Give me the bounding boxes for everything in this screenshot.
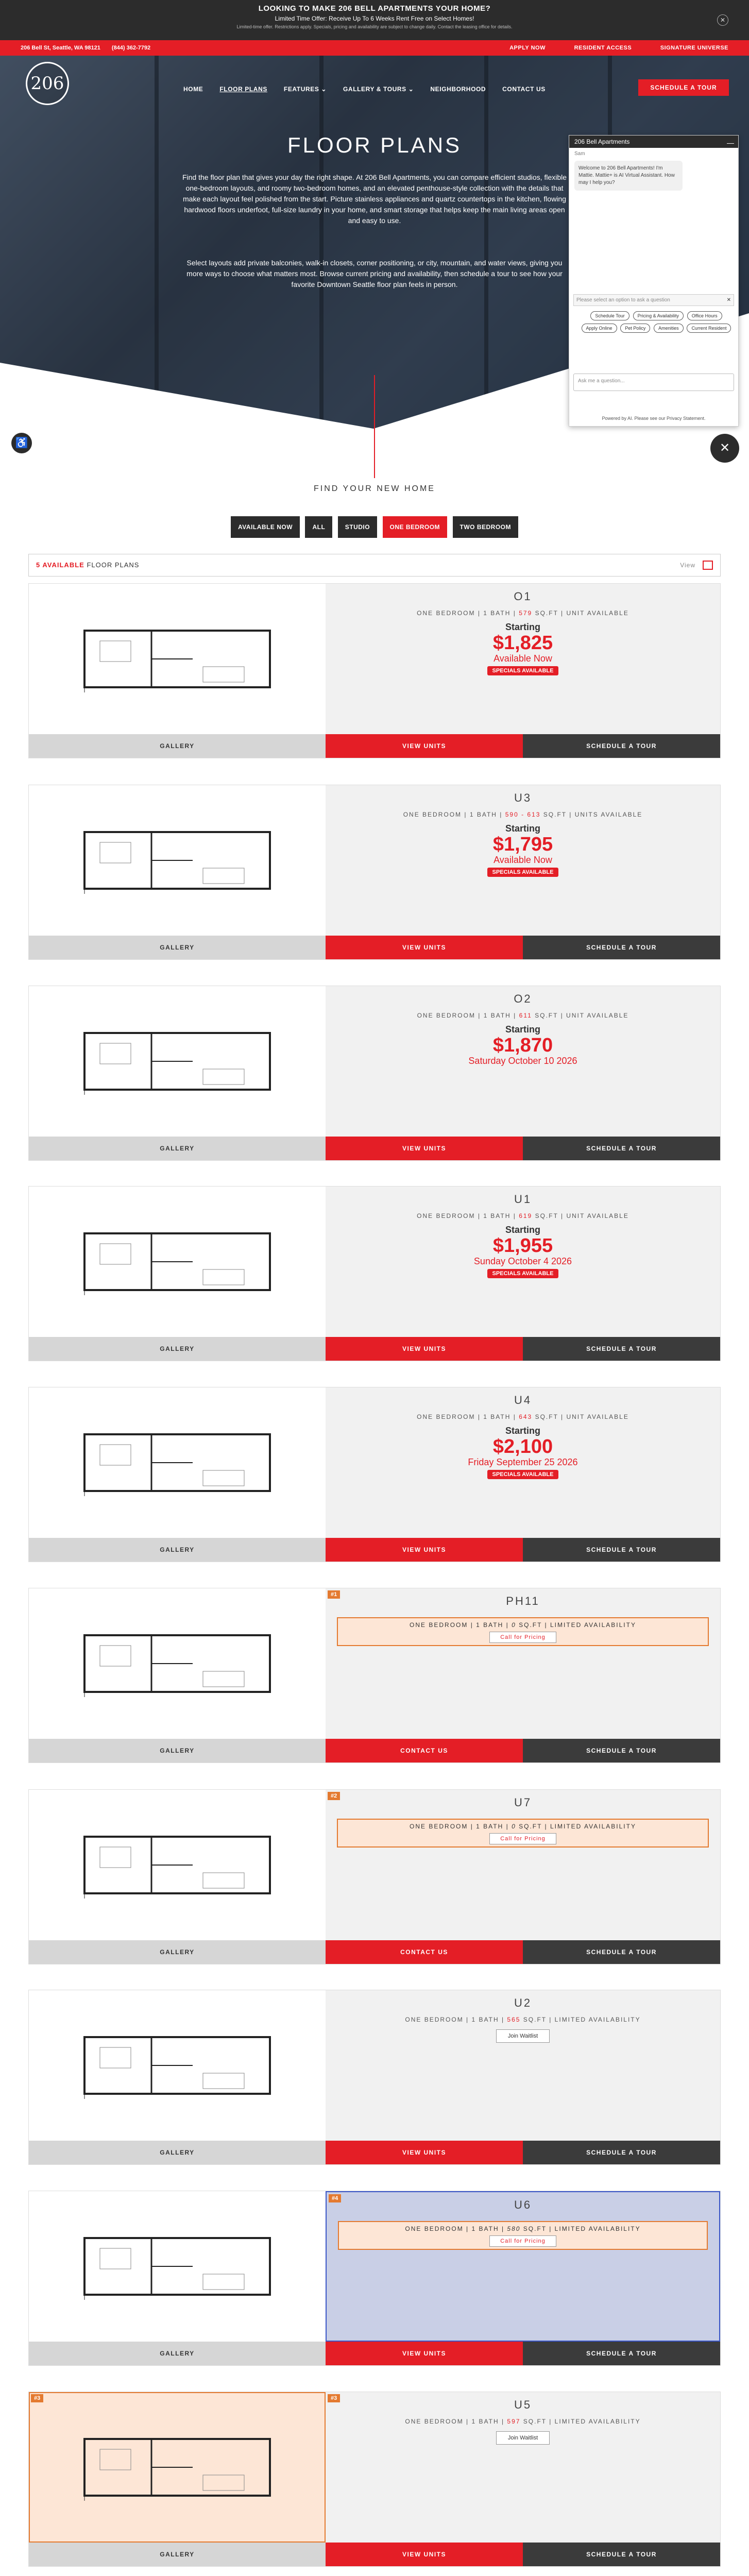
floor-plan-image[interactable] [79, 1023, 275, 1100]
plan-info [326, 785, 720, 936]
unit-meta: ONE BEDROOM | 1 BATH | 590 - 613 SQ.FT | UNITS AVAILABLE [403, 811, 643, 818]
gallery-button[interactable]: GALLERY [29, 2543, 326, 2566]
promo-fine-print: Limited-time offer. Restrictions apply. Specials, pricing and availability are subject to change daily. Contact the leasing office for details. [236, 24, 513, 29]
filter-one-bedroom[interactable]: ONE BEDROOM [383, 516, 448, 538]
floor-plan-card [28, 1990, 721, 2165]
gallery-button[interactable]: GALLERY [29, 1538, 326, 1562]
unit-price: $1,825 [492, 632, 553, 654]
unit-name: U6 [514, 2198, 532, 2211]
unit-meta: ONE BEDROOM | 1 BATH | 580 SQ.FT | LIMITED AVAILABILITY [405, 2225, 641, 2232]
close-icon[interactable]: ✕ [726, 297, 731, 303]
join-waitlist-button[interactable]: Join Waitlist [496, 2029, 550, 2043]
unit-name: U1 [514, 1193, 532, 1206]
gallery-button[interactable]: GALLERY [29, 734, 326, 758]
promo-line: Limited Time Offer: Receive Up To 6 Weeks Rent Free on Select Homes! [275, 15, 474, 22]
unit-availability: Available Now [493, 855, 552, 865]
plan-info [326, 2191, 720, 2342]
view-units-button[interactable]: VIEW UNITS [326, 2342, 523, 2365]
schedule-tour-button[interactable]: SCHEDULE A TOUR [523, 2543, 720, 2566]
filter-two-bedroom[interactable]: TWO BEDROOM [453, 516, 519, 538]
unit-name: U4 [514, 1394, 532, 1406]
floor-plan-card [28, 1186, 721, 1361]
unit-name: O2 [514, 992, 532, 1005]
hero-paragraph-1: Find the floor plan that gives your day the right shape. At 206 Bell Apartments, you can compare efficient studios, flexible one-bedroom layouts, and roomy two-bedroom homes, and an elevated penthouse-style collection with the details that make each layout feel polished from the start. Picture stainless appliances and quartz countertops in the kitchen, flowing hardwood floors underfoot, full-size laundry in your home, and smart storage that helps keep the main living areas open and easy to use. [182, 173, 567, 225]
view-units-button[interactable]: VIEW UNITS [326, 1538, 523, 1562]
floor-plan-card [28, 785, 721, 960]
floor-plan-card [28, 986, 721, 1161]
rank-badge: #2 [328, 1792, 340, 1800]
resident-access-link[interactable]: RESIDENT ACCESS [574, 45, 632, 51]
nav-neighborhood[interactable]: NEIGHBORHOOD [430, 86, 486, 93]
unit-meta: ONE BEDROOM | 1 BATH | 0 SQ.FT | LIMITED AVAILABILITY [410, 1823, 636, 1830]
floor-plan-image[interactable] [79, 2429, 275, 2506]
plan-image-area [29, 1790, 326, 1940]
starting-label: Starting [505, 823, 540, 834]
floor-plan-image[interactable] [79, 2027, 275, 2104]
rank-badge: #3 [31, 2394, 43, 2402]
view-units-button[interactable]: VIEW UNITS [326, 1337, 523, 1361]
page-title: FLOOR PLANS [287, 133, 462, 157]
nav-gallery-tours[interactable]: GALLERY & TOURS ⌄ [343, 86, 414, 93]
call-pricing-button[interactable]: Call for Pricing [489, 1833, 556, 1844]
limited-box [337, 1819, 709, 1848]
plan-info [326, 1187, 720, 1337]
chat-option-amenities[interactable]: Amenities [654, 324, 684, 333]
specials-badge[interactable]: SPECIALS AVAILABLE [487, 1269, 559, 1278]
starting-label: Starting [505, 622, 540, 632]
chat-option-hours[interactable]: Office Hours [687, 311, 722, 320]
schedule-tour-button[interactable]: SCHEDULE A TOUR [523, 1940, 720, 1964]
chat-option-apply[interactable]: Apply Online [582, 324, 617, 333]
gallery-button[interactable]: GALLERY [29, 1137, 326, 1160]
call-pricing-button[interactable]: Call for Pricing [489, 2235, 556, 2247]
unit-name: PH11 [506, 1595, 540, 1607]
plan-image-area [29, 1588, 326, 1739]
floor-plan-card [28, 2392, 721, 2567]
signature-universe-link[interactable]: SIGNATURE UNIVERSE [660, 45, 728, 51]
nav-contact[interactable]: CONTACT US [502, 86, 546, 93]
call-pricing-button[interactable]: Call for Pricing [489, 1632, 556, 1643]
plan-info [326, 1790, 720, 1940]
gallery-button[interactable]: GALLERY [29, 1337, 326, 1361]
phone-link[interactable]: (844) 362-7792 [111, 45, 151, 51]
floor-plan-card [28, 1588, 721, 1763]
view-units-button[interactable]: VIEW UNITS [326, 734, 523, 758]
rank-badge: #4 [329, 2194, 341, 2202]
plan-image-area [29, 1387, 326, 1538]
unit-meta: ONE BEDROOM | 1 BATH | 619 SQ.FT | UNIT AVAILABLE [417, 1212, 629, 1219]
unit-price: $1,795 [492, 834, 553, 855]
floor-plan-card [28, 583, 721, 758]
plan-info [326, 986, 720, 1137]
specials-badge[interactable]: SPECIALS AVAILABLE [487, 666, 559, 675]
plan-image-area [29, 1187, 326, 1337]
close-icon[interactable]: ✕ [717, 14, 728, 26]
contact-us-button[interactable]: CONTACT US [326, 1739, 523, 1762]
floor-plan-card [28, 1387, 721, 1562]
floor-plan-image[interactable] [79, 1625, 275, 1702]
nav-floor-plans[interactable]: FLOOR PLANS [219, 86, 267, 93]
promo-title: LOOKING TO MAKE 206 BELL APARTMENTS YOUR HOME? [258, 4, 491, 13]
plan-info [326, 1588, 720, 1739]
nav-home[interactable]: HOME [183, 86, 203, 93]
chat-title: 206 Bell Apartments [574, 138, 630, 145]
hero-paragraph-2: Select layouts add private balconies, walk-in closets, corner positioning, or city, mountain, and water views, giving you more ways to choose what matters most. Browse current pricing and availability, then schedule a tour to see how your favorite Downtown Seattle floor plan feels in person. [186, 259, 563, 289]
filter-tabs [0, 516, 749, 538]
contact-us-button[interactable]: CONTACT US [326, 1940, 523, 1964]
unit-name: U5 [514, 2398, 532, 2411]
plan-info [326, 584, 720, 734]
floor-plan-card [28, 1789, 721, 1964]
view-toggle-label: View [680, 562, 695, 569]
unit-price: $1,870 [492, 1035, 553, 1056]
promo-banner [0, 0, 749, 40]
unit-meta: ONE BEDROOM | 1 BATH | 643 SQ.FT | UNIT AVAILABLE [417, 1413, 629, 1420]
nav-features[interactable]: FEATURES ⌄ [283, 86, 327, 93]
join-waitlist-button[interactable]: Join Waitlist [496, 2431, 550, 2445]
gallery-button[interactable]: GALLERY [29, 1739, 326, 1762]
chat-agent: Sam [574, 151, 585, 157]
limited-box [338, 2221, 708, 2250]
limited-box [337, 1617, 709, 1646]
schedule-tour-button[interactable]: SCHEDULE A TOUR [523, 1137, 720, 1160]
floor-plan-image[interactable] [79, 620, 275, 698]
section-heading: FIND YOUR NEW HOME [314, 484, 435, 493]
starting-label: Starting [505, 1225, 540, 1235]
floor-plan-image[interactable] [79, 1826, 275, 1904]
schedule-tour-button[interactable]: SCHEDULE A TOUR [638, 79, 729, 96]
unit-meta: ONE BEDROOM | 1 BATH | 579 SQ.FT | UNIT AVAILABLE [417, 609, 629, 617]
unit-availability: Sunday October 4 2026 [473, 1256, 572, 1266]
unit-meta: ONE BEDROOM | 1 BATH | 0 SQ.FT | LIMITED AVAILABILITY [410, 1621, 636, 1629]
plan-image-area [29, 1990, 326, 2141]
schedule-tour-button[interactable]: SCHEDULE A TOUR [523, 2141, 720, 2164]
view-units-button[interactable]: VIEW UNITS [326, 2543, 523, 2566]
floor-plan-image[interactable] [79, 1223, 275, 1300]
floor-plan-card [28, 2191, 721, 2366]
specials-badge[interactable]: SPECIALS AVAILABLE [487, 868, 559, 877]
accessibility-icon[interactable]: ♿ [11, 433, 32, 453]
chat-option-pricing[interactable]: Pricing & Availability [633, 311, 684, 320]
unit-name: U7 [514, 1796, 532, 1809]
unit-meta: ONE BEDROOM | 1 BATH | 597 SQ.FT | LIMITED AVAILABILITY [405, 2418, 641, 2425]
schedule-tour-button[interactable]: SCHEDULE A TOUR [523, 2342, 720, 2365]
schedule-tour-button[interactable]: SCHEDULE A TOUR [523, 1538, 720, 1562]
chat-widget [569, 135, 739, 427]
plan-image-area [29, 785, 326, 936]
gallery-button[interactable]: GALLERY [29, 2342, 326, 2365]
unit-meta: ONE BEDROOM | 1 BATH | 565 SQ.FT | LIMITED AVAILABILITY [405, 2016, 641, 2023]
unit-availability: Available Now [493, 653, 552, 664]
unit-name: O1 [514, 590, 532, 603]
unit-price: $1,955 [492, 1235, 553, 1257]
chat-welcome: Welcome to 206 Bell Apartments! I'm Mattie. Mattie+ is AI Virtual Assistant. How may I help you? [574, 161, 683, 191]
view-units-button[interactable]: VIEW UNITS [326, 936, 523, 959]
unit-availability: Friday September 25 2026 [468, 1457, 578, 1467]
unit-name: U2 [514, 1996, 532, 2009]
plan-info [326, 2392, 720, 2543]
unit-meta: ONE BEDROOM | 1 BATH | 611 SQ.FT | UNIT AVAILABLE [417, 1012, 629, 1019]
chat-footer: Powered by AI. Please see our Privacy Statement. [602, 416, 706, 421]
schedule-tour-button[interactable]: SCHEDULE A TOUR [523, 1337, 720, 1361]
chat-banner: Please select an option to ask a question ✕ [573, 294, 734, 306]
specials-badge[interactable]: SPECIALS AVAILABLE [487, 1470, 559, 1479]
apply-now-link[interactable]: APPLY NOW [509, 45, 546, 51]
main-nav [183, 86, 560, 93]
chat-option-pets[interactable]: Pet Policy [620, 324, 650, 333]
schedule-tour-button[interactable]: SCHEDULE A TOUR [523, 1739, 720, 1762]
rank-badge: #1 [328, 1590, 340, 1599]
starting-label: Starting [505, 1024, 540, 1035]
filter-all[interactable]: ALL [305, 516, 332, 538]
unit-price: $2,100 [492, 1436, 553, 1458]
floor-plan-image[interactable] [79, 2228, 275, 2305]
grid-view-icon[interactable] [703, 561, 713, 570]
plan-image-area [29, 986, 326, 1137]
unit-availability: Saturday October 10 2026 [468, 1056, 577, 1066]
address-link[interactable]: 206 Bell St, Seattle, WA 98121 [21, 45, 100, 51]
starting-label: Starting [505, 1426, 540, 1436]
plan-image-area [29, 2392, 326, 2543]
availability-label: FLOOR PLANS [87, 561, 140, 569]
availability-bar [28, 554, 721, 577]
gallery-button[interactable]: GALLERY [29, 936, 326, 959]
chat-input[interactable]: Ask me a question... [573, 374, 734, 391]
view-units-button[interactable]: VIEW UNITS [326, 2141, 523, 2164]
view-units-button[interactable]: VIEW UNITS [326, 1137, 523, 1160]
plan-image-area [29, 584, 326, 734]
gallery-button[interactable]: GALLERY [29, 2141, 326, 2164]
schedule-tour-button[interactable]: SCHEDULE A TOUR [523, 734, 720, 758]
chat-option-resident[interactable]: Current Resident [687, 324, 731, 333]
chat-close-button[interactable]: ✕ [710, 434, 739, 463]
plan-info [326, 1387, 720, 1538]
minimize-icon[interactable]: — [727, 139, 734, 147]
unit-name: U3 [514, 791, 532, 804]
available-count: 5 AVAILABLE [36, 561, 84, 569]
site-logo[interactable]: 206 [26, 62, 69, 105]
rank-badge: #3 [328, 2394, 340, 2402]
plan-image-area [29, 2191, 326, 2342]
filter-available-now[interactable]: AVAILABLE NOW [231, 516, 300, 538]
gallery-button[interactable]: GALLERY [29, 1940, 326, 1964]
floor-plan-image[interactable] [79, 822, 275, 899]
plan-info [326, 1990, 720, 2141]
filter-studio[interactable]: STUDIO [338, 516, 377, 538]
top-bar [0, 40, 749, 56]
chat-option-schedule[interactable]: Schedule Tour [590, 311, 629, 320]
floor-plan-image[interactable] [79, 1424, 275, 1501]
schedule-tour-button[interactable]: SCHEDULE A TOUR [523, 936, 720, 959]
